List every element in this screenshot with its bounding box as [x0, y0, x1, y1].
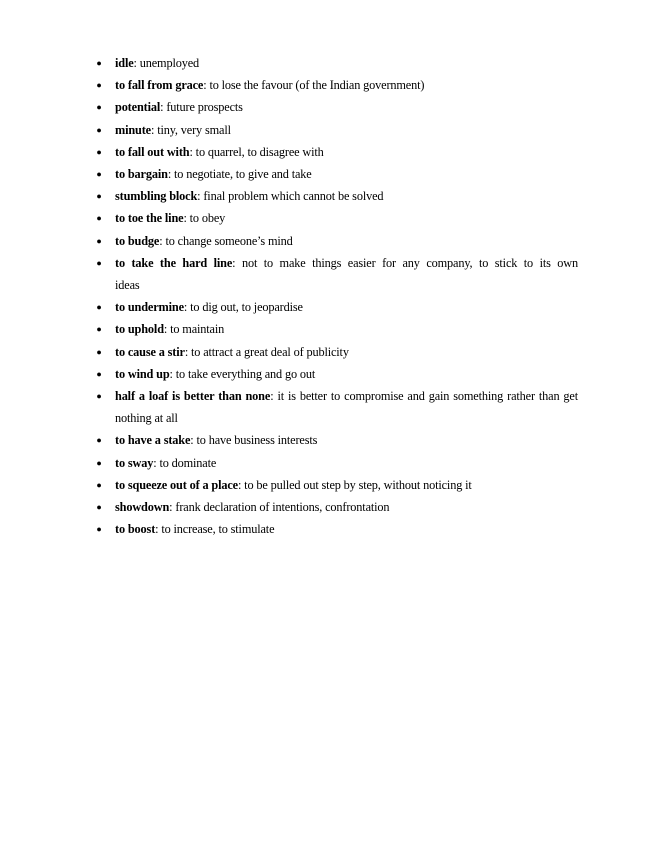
list-item: [0, 496, 655, 518]
bullet-icon: ●: [96, 368, 102, 379]
bullet-icon: ●: [96, 146, 102, 157]
definition: unemployed: [139, 56, 200, 70]
bullet-icon: ●: [96, 169, 102, 180]
separator: :: [232, 255, 242, 270]
bullet-icon: ●: [96, 302, 102, 313]
term: stumbling block: [115, 189, 198, 204]
term: to uphold: [115, 322, 164, 337]
list-item: [0, 363, 655, 385]
separator: :: [189, 144, 196, 159]
term: to have a stake: [115, 433, 191, 448]
separator: :: [160, 100, 167, 115]
separator: :: [151, 122, 158, 137]
list-item: [0, 318, 655, 340]
bullet-icon: ●: [96, 102, 102, 113]
definition: to change someone’s mind: [165, 233, 293, 248]
bullet-icon: ●: [96, 502, 102, 513]
list-item: [0, 96, 655, 118]
list-item: [0, 296, 655, 318]
bullet-icon: ●: [96, 58, 102, 68]
separator: :: [183, 211, 190, 226]
bullet-icon: ●: [96, 191, 102, 202]
bullet-icon: ●: [96, 324, 102, 335]
list-item: [0, 52, 655, 74]
list-item: [0, 518, 655, 540]
definition: to lose the favour (of the Indian government): [209, 78, 425, 93]
definition: to dig out, to jeopardise: [190, 300, 303, 315]
separator: :: [203, 78, 210, 93]
list-item: [0, 252, 655, 296]
term: to squeeze out of a place: [115, 477, 238, 492]
list-item: [0, 207, 655, 229]
bullet-icon: ●: [96, 235, 102, 246]
definition: to increase, to stimulate: [161, 522, 275, 537]
definition: frank declaration of intentions, confrontation: [175, 500, 390, 515]
definition: to negotiate, to give and take: [174, 167, 312, 182]
term: to undermine: [115, 300, 184, 315]
term: to wind up: [115, 366, 170, 381]
list-item: [0, 230, 655, 252]
bullet-icon: ●: [96, 457, 102, 468]
list-item: [0, 141, 655, 163]
list-item: [0, 119, 655, 141]
definition: to obey: [189, 211, 226, 226]
bullet-icon: ●: [96, 346, 102, 357]
term: to bargain: [115, 167, 168, 182]
separator: :: [270, 389, 278, 404]
term: to fall out with: [115, 144, 190, 159]
definition: final problem which cannot be solved: [203, 189, 384, 204]
list-item: [0, 429, 655, 451]
bullet-icon: ●: [96, 391, 102, 402]
bullet-icon: ●: [96, 124, 102, 135]
term: to budge: [115, 233, 160, 248]
separator: :: [190, 433, 197, 448]
definition: to quarrel, to disagree with: [195, 144, 324, 159]
term: to cause a stir: [115, 344, 185, 359]
term: to sway: [115, 455, 154, 470]
term: minute: [115, 122, 151, 137]
definition: to have business interests: [196, 433, 318, 448]
separator: :: [133, 56, 140, 70]
term: idle: [115, 56, 134, 70]
term: half a loaf is better than none: [115, 389, 271, 404]
list-item: [0, 74, 655, 96]
bullet-icon: ●: [96, 435, 102, 446]
term: showdown: [115, 500, 170, 515]
bullet-icon: ●: [96, 479, 102, 490]
separator: :: [169, 366, 176, 381]
bullet-icon: ●: [96, 213, 102, 224]
definition: to attract a great deal of publicity: [191, 344, 349, 359]
list-item: [0, 163, 655, 185]
definition: to take everything and go out: [175, 366, 316, 381]
separator: :: [169, 500, 176, 515]
definition: to dominate: [159, 455, 217, 470]
list-item: [0, 385, 655, 429]
separator: :: [183, 300, 191, 315]
term: to fall from grace: [115, 78, 204, 93]
list-item: [0, 452, 655, 474]
list-item: [0, 185, 655, 207]
separator: :: [155, 522, 162, 537]
term: to toe the line: [115, 211, 184, 226]
bullet-icon: ●: [96, 524, 102, 535]
separator: :: [159, 233, 166, 248]
definition: to maintain: [170, 322, 225, 337]
separator: :: [197, 189, 204, 204]
list-item: [0, 474, 655, 496]
bullet-icon: ●: [96, 257, 102, 268]
separator: :: [184, 344, 192, 359]
term: potential: [115, 100, 161, 115]
separator: :: [163, 322, 171, 337]
glossary-list: [0, 52, 655, 540]
definition: tiny, very small: [157, 122, 231, 137]
separator: :: [153, 455, 160, 470]
definition: future prospects: [166, 100, 243, 115]
separator: :: [237, 477, 245, 492]
term: to boost: [115, 522, 156, 537]
definition: not to make things easier for any company, to stick to its own ideas: [115, 255, 578, 293]
definition: it is better to compromise and gain something rather than get nothing at all: [115, 389, 578, 426]
bullet-icon: ●: [96, 80, 102, 91]
definition: to be pulled out step by step, without noticing it: [244, 477, 472, 492]
separator: :: [167, 167, 175, 182]
list-item: [0, 341, 655, 363]
term: to take the hard line: [115, 255, 233, 270]
